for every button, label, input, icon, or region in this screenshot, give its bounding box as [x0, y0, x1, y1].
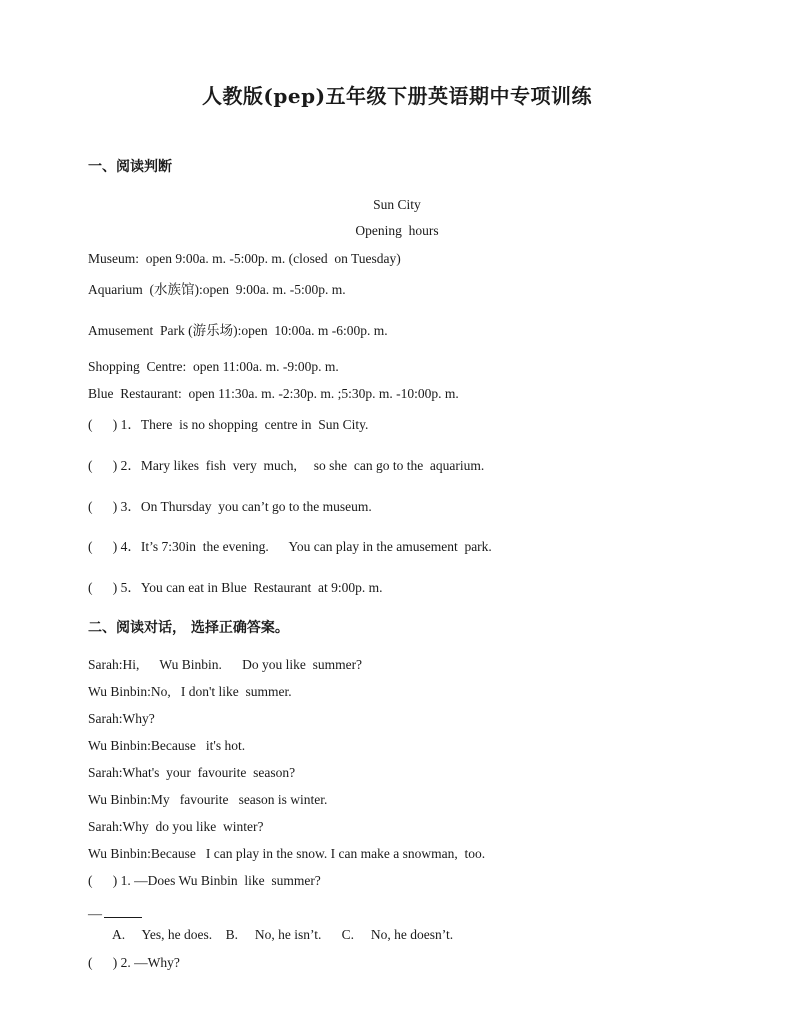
question-2: ( ) 2．Mary likes fish very much, so she can go to the aquarium. [88, 458, 485, 473]
question-2-1: ( ) 1. —Does Wu Binbin like summer? [88, 873, 321, 888]
question-5: ( ) 5．You can eat in Blue Restaurant at 9:00p. m. [88, 580, 383, 595]
dialogue-line-2: Wu Binbin:No, I don't like summer. [88, 684, 292, 699]
dialogue-line-1: Sarah:Hi, Wu Binbin. Do you like summer? [88, 657, 363, 672]
dialogue-line-5: Sarah:What's your favourite season? [88, 765, 296, 780]
question-2-2: ( ) 2. —Why? [88, 955, 180, 970]
section-1-heading: 一、阅读判断 [88, 159, 172, 175]
hours-shopping-centre: Shopping Centre: open 11:00a. m. -9:00p. m. [88, 359, 339, 374]
section-2-heading: 二、阅读对话， 选择正确答案。 [88, 620, 289, 636]
answer-dash: — [88, 907, 102, 922]
dialogue-line-3: Sarah:Why? [88, 711, 155, 726]
dialogue-line-4: Wu Binbin:Because it's hot. [88, 738, 246, 753]
question-3: ( ) 3．On Thursday you can’t go to the museum. [88, 499, 372, 514]
question-1: ( ) 1．There is no shopping centre in Sun City. [88, 417, 369, 432]
hours-blue-restaurant: Blue Restaurant: open 11:30a. m. -2:30p. m. ;5:30p. m. -10:00p. m. [88, 386, 459, 401]
page-title: 人教版(pep)五年级下册英语期中专项训练 [201, 84, 593, 108]
hours-museum: Museum: open 9:00a. m. -5:00p. m. (closed on Tuesday) [88, 251, 401, 266]
answer-blank [88, 906, 142, 924]
hours-amusement-park: Amusement Park (游乐场):open 10:00a. m -6:00p. m. [88, 323, 388, 338]
passage-subtitle: Opening hours [355, 223, 439, 238]
passage-title: Sun City [373, 197, 421, 212]
dialogue-line-8: Wu Binbin:Because I can play in the snow. I can make a snowman, too. [88, 846, 486, 861]
dialogue-line-7: Sarah:Why do you like winter? [88, 819, 264, 834]
dialogue-line-6: Wu Binbin:My favourite season is winter. [88, 792, 328, 807]
answer-underline [104, 907, 142, 918]
question-4: ( ) 4．It’s 7:30in the evening. You can play in the amusement park. [88, 539, 492, 554]
hours-aquarium: Aquarium (水族馆):open 9:00a. m. -5:00p. m. [88, 282, 346, 297]
question-2-1-options: A. Yes, he does. B. No, he isn’t. C. No, he doesn’t. [112, 927, 454, 942]
